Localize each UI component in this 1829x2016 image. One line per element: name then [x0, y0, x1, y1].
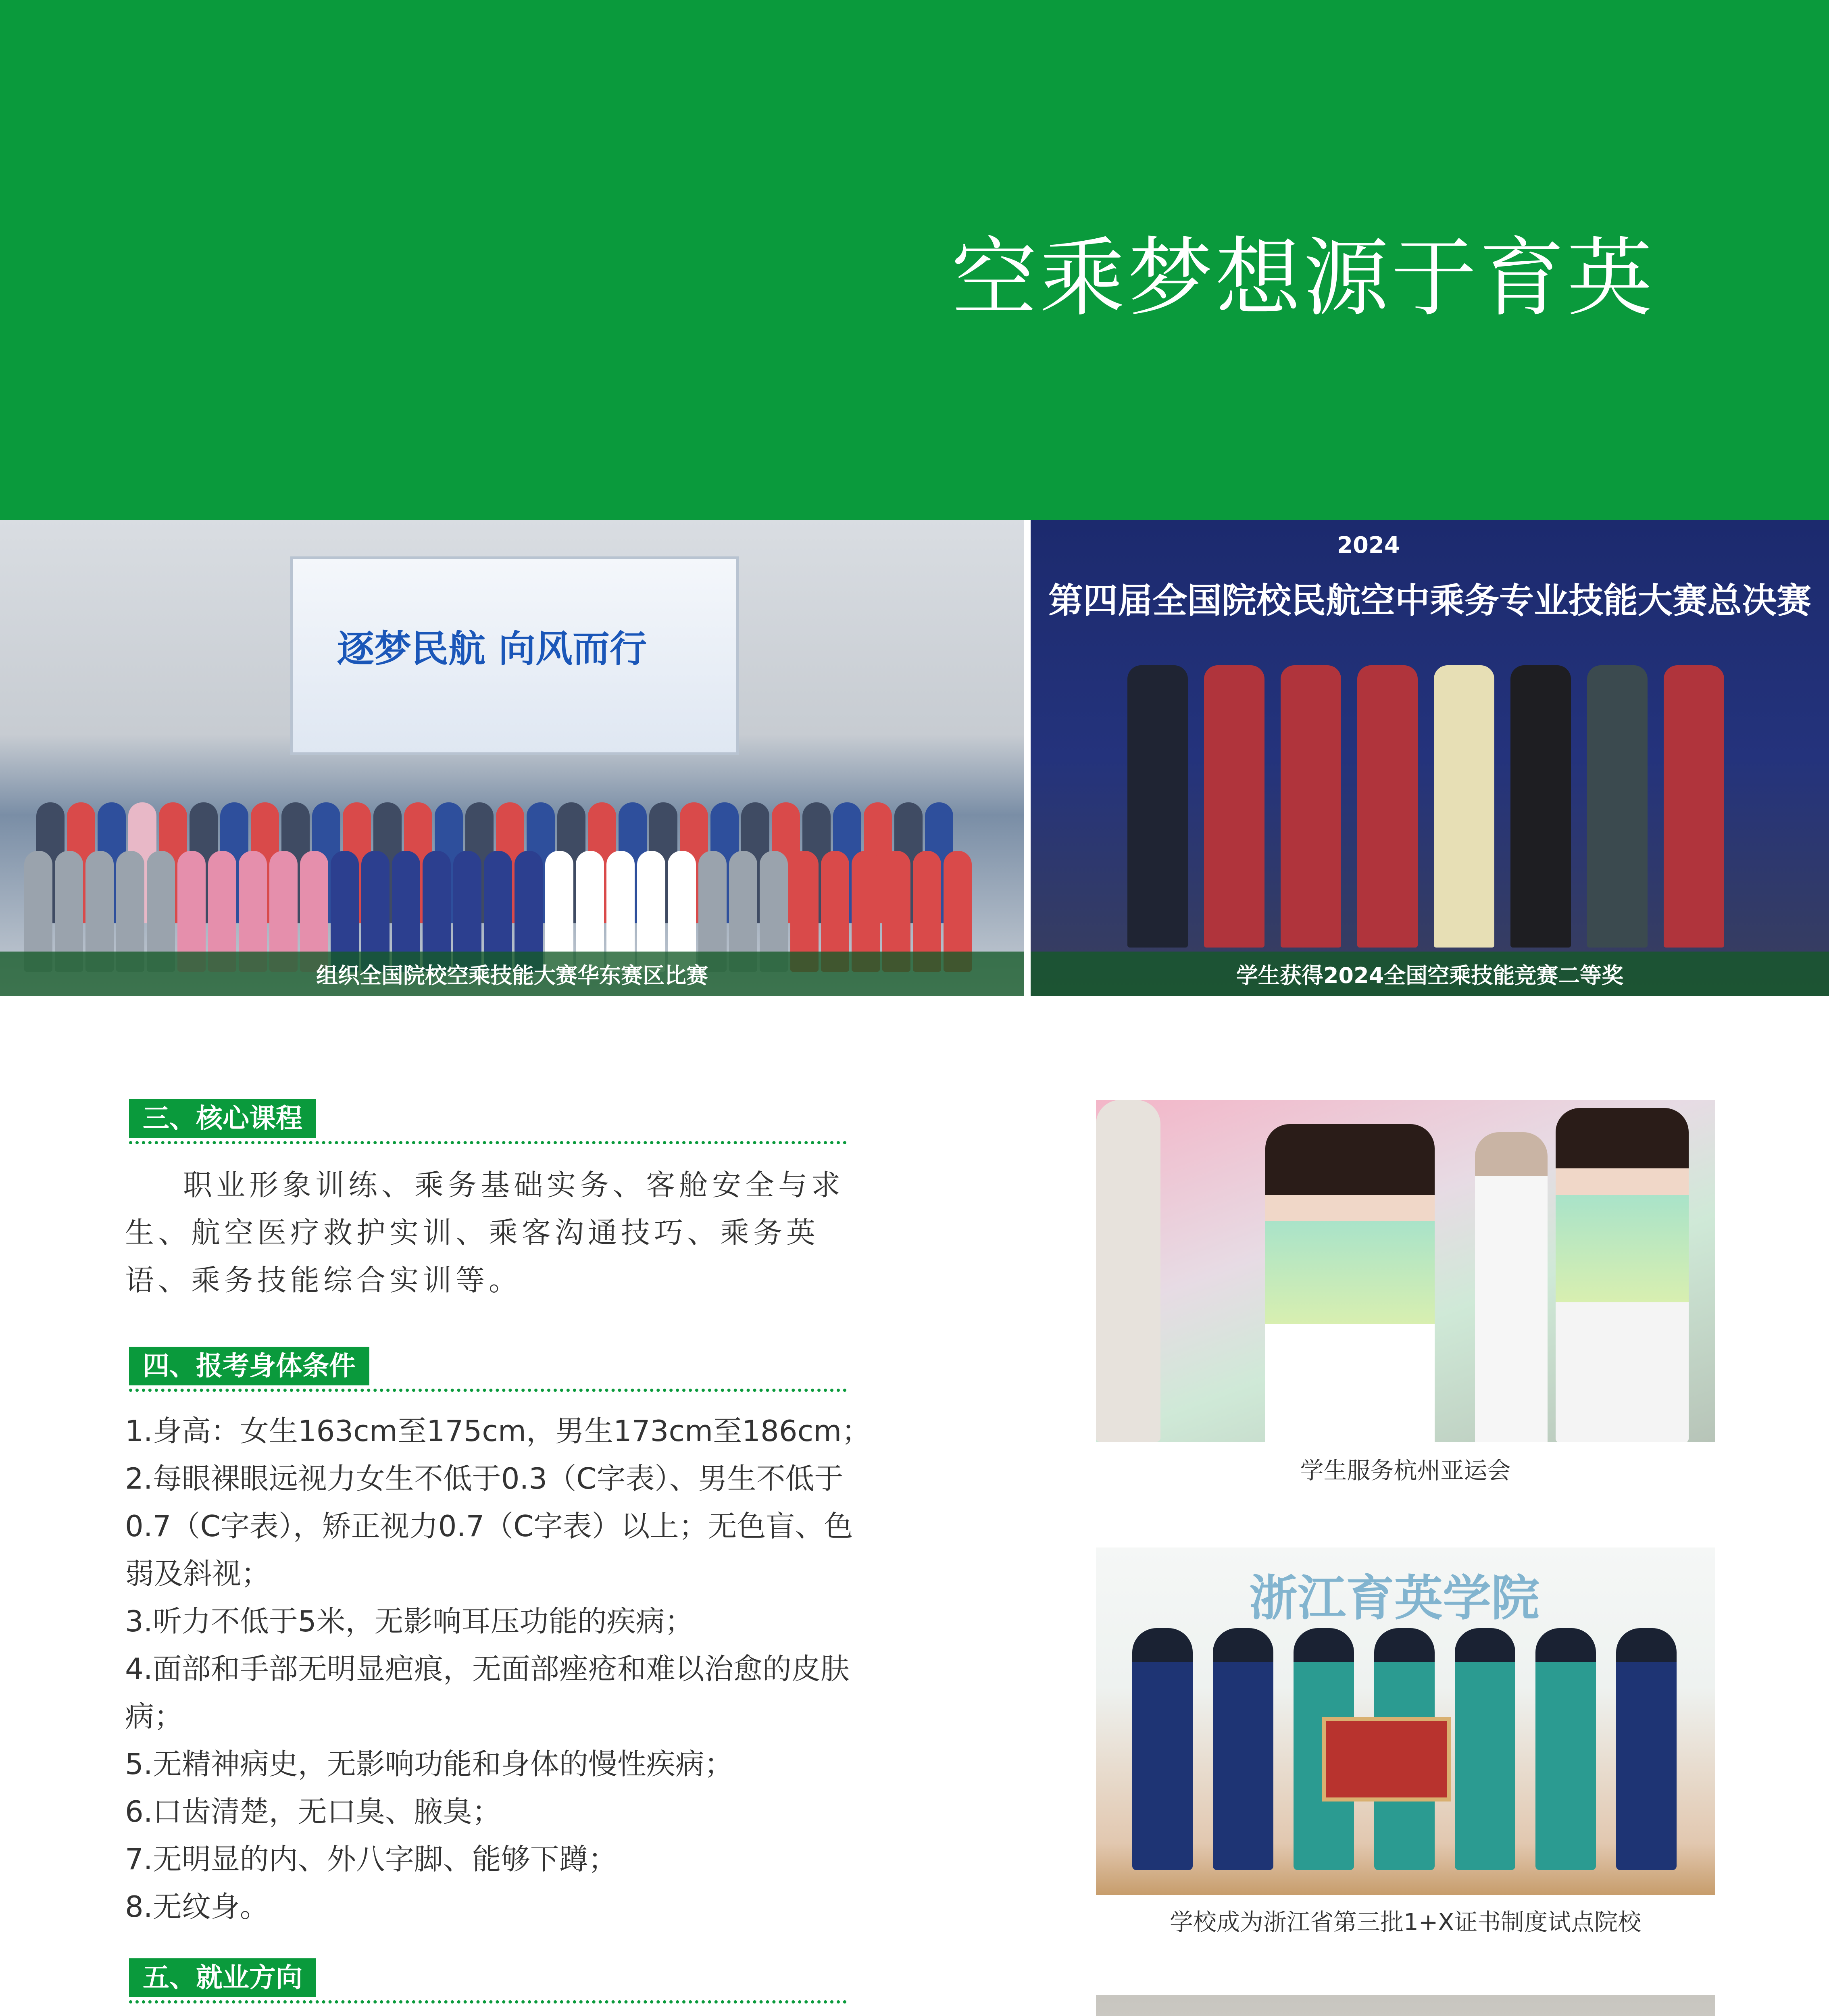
award-winners-row: [1127, 665, 1724, 948]
event-banner-title: 第四届全国院校民航空中乘务专业技能大赛总决赛: [1048, 580, 1811, 621]
event-logo: 2024: [1337, 532, 1400, 558]
pilot-school-photo: [1096, 1547, 1715, 1895]
list-item: 1.身高：女生163cm至175cm，男生173cm至186cm；: [125, 1414, 871, 1448]
section-label: 五、就业方向: [129, 1958, 316, 1997]
certificate-plaque: [1322, 1717, 1451, 1801]
paragraph: 职业形象训练、乘务基础实务、客舱安全与求生、航空医疗救护实训、乘客沟通技巧、乘务英语、乘务技能综合实训等。: [125, 1168, 845, 1297]
requirements-list: [125, 1407, 879, 1931]
section-label: 四、报考身体条件: [129, 1347, 369, 1385]
stage-screen: [290, 556, 739, 755]
list-item: 6.口齿清楚，无口臭、腋臭；: [125, 1795, 501, 1829]
dotted-divider: [129, 1389, 847, 1392]
dotted-divider: [129, 2000, 847, 2004]
school-sign: 浙江育英学院: [1249, 1570, 1539, 1627]
list-item: 4.面部和手部无明显疤痕，无面部痤疮和难以治愈的皮肤病；: [125, 1652, 850, 1733]
award-ceremony-photo: [1031, 520, 1829, 996]
screen-banner: 逐梦民航 向风而行: [337, 627, 647, 671]
photo-caption: 学生获得2024全国空乘技能竞赛二等奖: [1031, 952, 1829, 996]
study-tour-photo: [1096, 1995, 1715, 2016]
list-item: 3.听力不低于5米，无影响耳压功能的疾病；: [125, 1604, 694, 1638]
section-label: 三、核心课程: [129, 1099, 316, 1138]
photo-caption: 组织全国院校空乘技能大赛华东赛区比赛: [0, 952, 1024, 996]
list-item: 2.每眼裸眼远视力女生不低于0.3（C字表）、男生不低于0.7（C字表），矫正视力0.7（C字表）以上；无色盲、色弱及斜视；: [125, 1462, 853, 1591]
list-item: 5.无精神病史，无影响功能和身体的慢性疾病；: [125, 1747, 733, 1781]
photo-caption: 学校成为浙江省第三批1+X证书制度试点院校: [1169, 1908, 1642, 1936]
header-band: [0, 0, 1829, 520]
page-title: 空乘梦想源于育英: [952, 228, 1655, 328]
core-courses-text: [125, 1161, 879, 1304]
list-item: 8.无纹身。: [125, 1890, 269, 1924]
competition-group-photo: [0, 520, 1024, 996]
dotted-divider: [129, 1141, 847, 1144]
asian-games-photo: [1096, 1100, 1715, 1442]
list-item: 7.无明显的内、外八字脚、能够下蹲；: [125, 1842, 617, 1876]
photo-caption: 学生服务杭州亚运会: [1300, 1457, 1511, 1484]
